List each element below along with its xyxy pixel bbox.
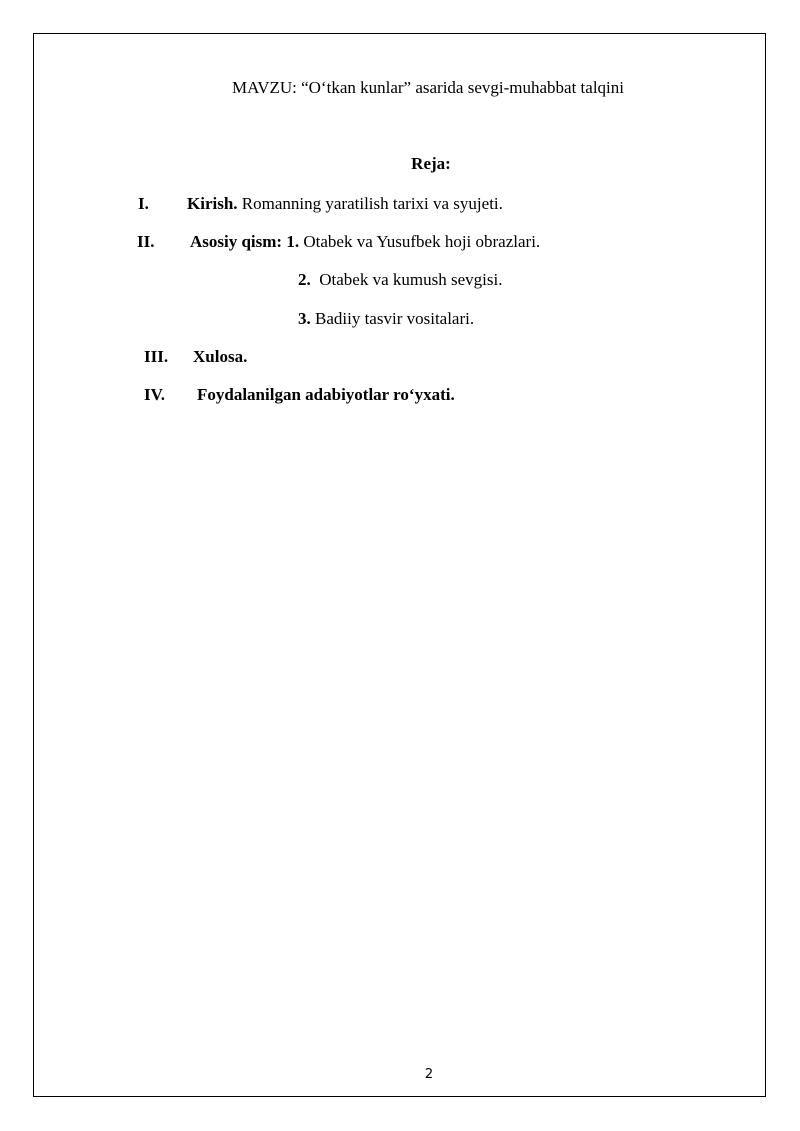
item-2-numeral: II. <box>137 232 155 251</box>
subitem-3-text: Badiiy tasvir vositalari. <box>310 309 475 328</box>
item-3-label: Xulosa. <box>193 347 248 366</box>
document-title: MAVZU: “O‘tkan kunlar” asarida sevgi-muhabbat talqini <box>232 78 624 97</box>
item-1-numeral: I. <box>138 194 149 213</box>
page-border <box>33 33 766 1097</box>
item-1-text: Romanning yaratilish tarixi va syujeti. <box>237 194 503 213</box>
subitem-2-number: 2. <box>298 270 311 289</box>
item-2-label: Asosiy qism: <box>190 232 283 251</box>
page-number: 2 <box>424 1067 434 1082</box>
plan-heading: Reja: <box>411 154 451 173</box>
subitem-3-line <box>298 309 474 329</box>
subitem-2-text: Otabek va kumush sevgisi. <box>310 270 503 289</box>
item-4-label: Foydalanilgan adabiyotlar ro‘yxati. <box>197 385 455 404</box>
item-3-numeral: III. <box>144 347 169 366</box>
item-1-label: Kirish. <box>187 194 238 213</box>
subitem-1-number: 1. <box>286 232 300 251</box>
subitem-1-text: Otabek va Yusufbek hoji obrazlari. <box>299 232 541 251</box>
item-2-line <box>190 232 540 252</box>
subitem-2-line <box>298 270 502 290</box>
item-1-line <box>187 194 503 214</box>
subitem-3-number: 3. <box>298 309 311 328</box>
item-4-numeral: IV. <box>144 385 165 404</box>
